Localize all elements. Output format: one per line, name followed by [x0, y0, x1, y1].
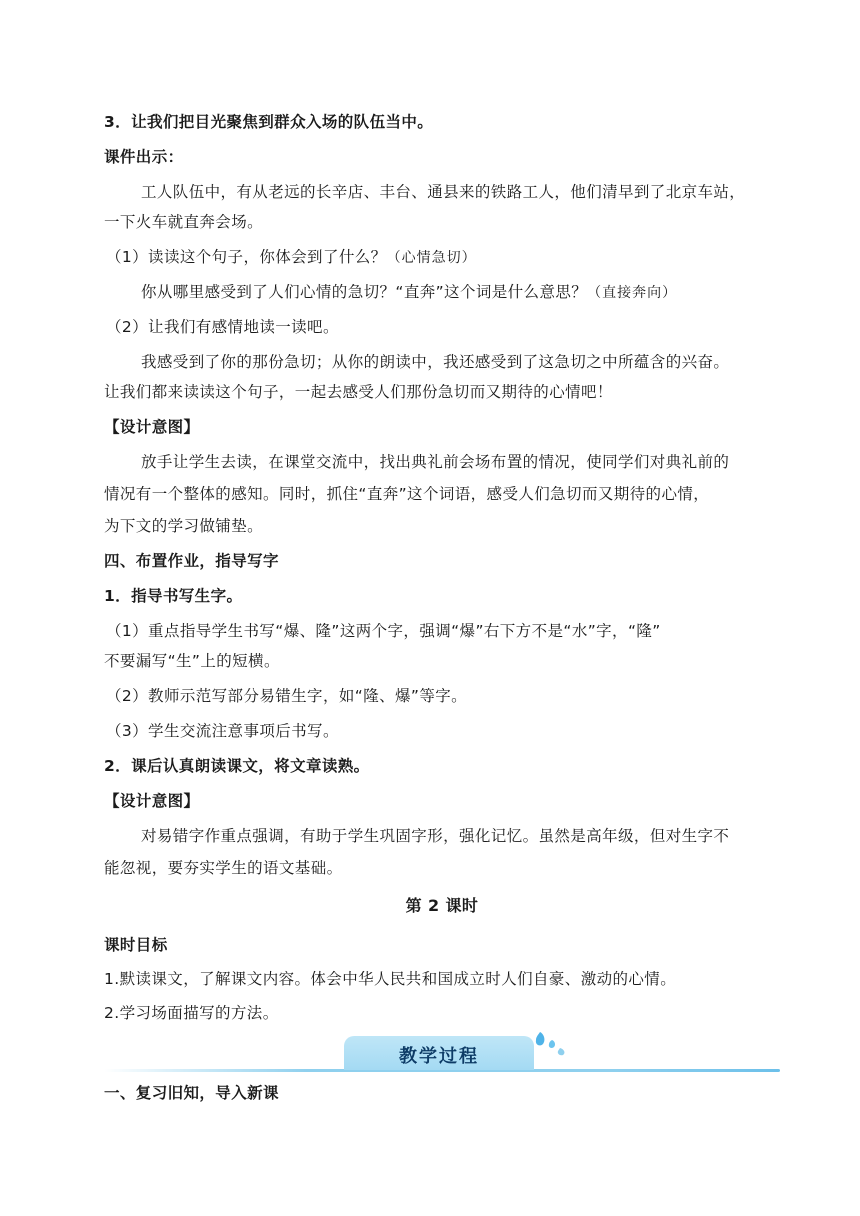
lesson-2-title: 第 2 课时: [405, 896, 479, 915]
design-intent-heading-2: 【设计意图】: [104, 792, 200, 810]
lesson-goals-heading: 课时目标: [104, 936, 168, 954]
question-2: （2）让我们有感情地读一读吧。: [106, 318, 339, 336]
feedback-line-1: 我感受到了你的那份急切；从你的朗读中，我还感受到了这急切之中所蕴含的兴奋。: [141, 353, 730, 371]
follow-up-question: [141, 282, 677, 303]
task-1-heading: 1．指导书写生字。: [104, 587, 243, 605]
task-1-item-2: （2）教师示范写部分易错生字，如“隆、爆”等字。: [106, 687, 468, 705]
section-1-heading: 一、复习旧知，导入新课: [104, 1084, 279, 1102]
design-intent-1-line-1: 放手让学生去读，在课堂交流中，找出典礼前会场布置的情况，使同学们对典礼前的: [141, 453, 730, 471]
quote-line-2: 一下火车就直奔会场。: [104, 213, 264, 231]
question-1-text: （1）读读这个句子，你体会到了什么？: [106, 248, 387, 266]
design-intent-1-line-3: 为下文的学习做铺垫。: [104, 517, 264, 535]
teaching-process-banner: [104, 1028, 780, 1078]
design-intent-2-line-1: 对易错字作重点强调，有助于学生巩固字形，强化记忆。虽然是高年级，但对生字不: [141, 827, 730, 845]
design-intent-heading-1: 【设计意图】: [104, 418, 200, 436]
task-2-heading: 2．课后认真朗读课文，将文章读熟。: [104, 757, 370, 775]
water-drops-icon: [534, 1028, 574, 1062]
task-1-item-3: （3）学生交流注意事项后书写。: [106, 722, 339, 740]
goal-1: 1.默读课文，了解课文内容。体会中华人民共和国成立时人们自豪、激动的心情。: [104, 970, 677, 988]
goal-2: 2.学习场面描写的方法。: [104, 1004, 279, 1022]
question-1: [106, 247, 477, 268]
quote-line-1: 工人队伍中，有从老远的长辛店、丰台、通县来的铁路工人，他们清早到了北京车站，: [141, 183, 746, 201]
design-intent-2-line-2: 能忽视，要夯实学生的语文基础。: [104, 859, 343, 877]
section-4-heading: 四、布置作业，指导写字: [104, 552, 279, 570]
follow-up-answer: （直接奔向）: [587, 285, 678, 301]
step-3-heading: 3．让我们把目光聚焦到群众入场的队伍当中。: [104, 113, 434, 131]
task-1-item-1-line-1: （1）重点指导学生书写“爆、隆”这两个字，强调“爆”右下方不是“水”字，“隆”: [106, 622, 661, 640]
question-1-answer: （心情急切）: [386, 250, 477, 266]
follow-up-text: 你从哪里感受到了人们心情的急切？“直奔”这个词是什么意思？: [141, 283, 588, 301]
task-1-item-1-line-2: 不要漏写“生”上的短横。: [104, 652, 280, 670]
feedback-line-2: 让我们都来读读这个句子，一起去感受人们那份急切而又期待的心情吧！: [104, 383, 613, 401]
design-intent-1-line-2: 情况有一个整体的感知。同时，抓住“直奔”这个词语，感受人们急切而又期待的心情，: [104, 485, 710, 503]
banner-tab: [344, 1036, 534, 1070]
banner-title: 教学过程: [399, 1046, 479, 1067]
courseware-label: 课件出示：: [104, 148, 184, 166]
